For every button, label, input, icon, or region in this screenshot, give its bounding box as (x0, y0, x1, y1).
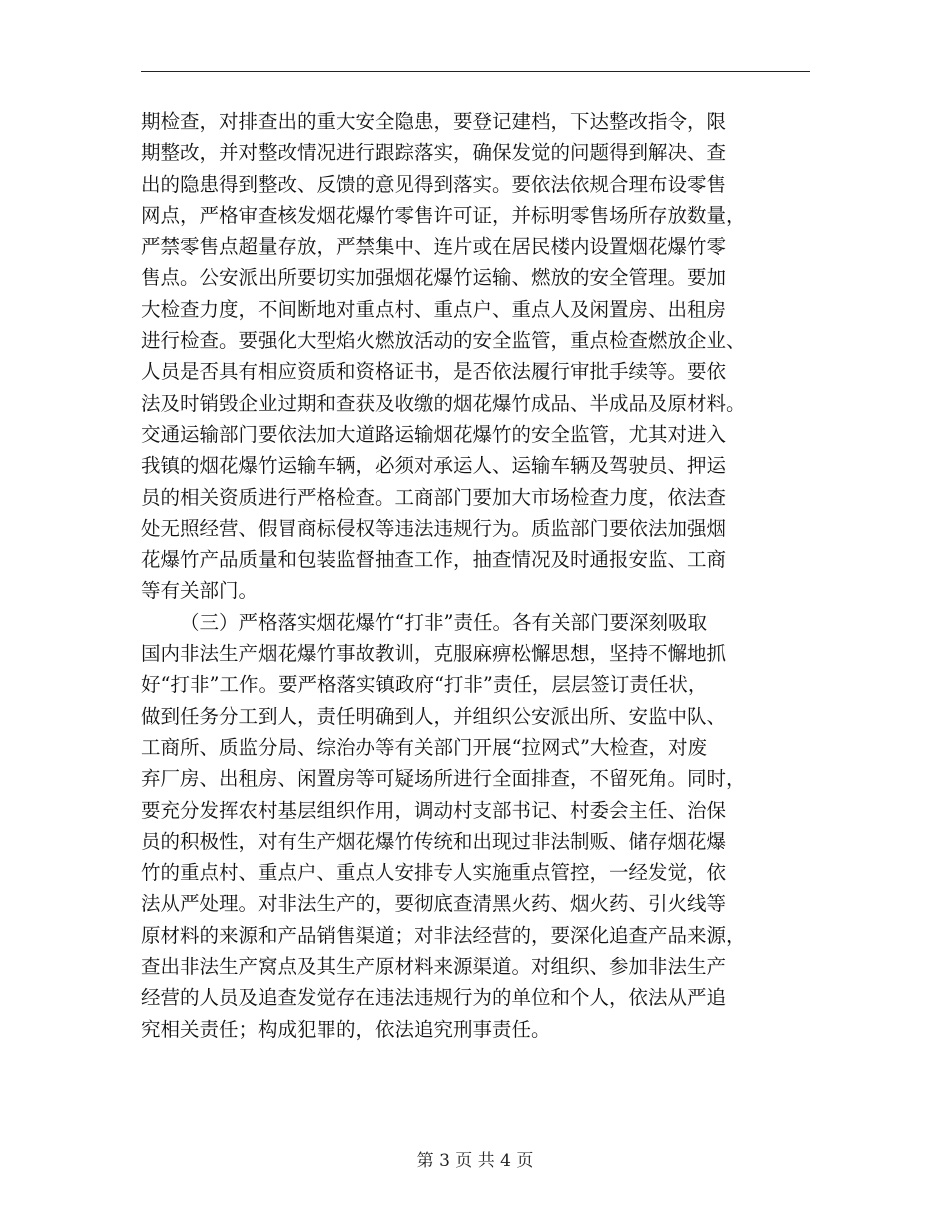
text-line: 竹的重点村、重点户、重点人安排专人实施重点管控，一经发觉，依 (141, 861, 727, 885)
text-line: 严禁零售点超量存放，严禁集中、连片或在居民楼内设置烟花爆竹零 (141, 235, 727, 259)
text-line: 查出非法生产窝点及其生产原材料来源渠道。对组织、参加非法生产 (141, 955, 727, 979)
text-line: 出的隐患得到整改、反馈的意见得到落实。要依法依规合理布设零售 (141, 172, 727, 196)
page-footer (0, 1150, 950, 1172)
text-line: 售点。公安派出所要切实加强烟花爆竹运输、燃放的安全管理。要加 (141, 266, 727, 290)
text-line: 进行检查。要强化大型焰火燃放活动的安全监管，重点检查燃放企业、 (141, 329, 746, 353)
text-line: 法从严处理。对非法生产的，要彻底查清黑火药、烟火药、引火线等 (141, 892, 727, 916)
text-line: 员的相关资质进行严格检查。工商部门要加大市场检查力度，依法查 (141, 485, 727, 509)
paragraph-2 (141, 607, 810, 1045)
text-line: 员的积极性，对有生产烟花爆竹传统和出现过非法制贩、储存烟花爆 (141, 829, 727, 853)
text-line: 等有关部门。 (141, 579, 259, 603)
text-line: 工商所、质监分局、综治办等有关部门开展“拉网式”大检查，对废 (141, 735, 707, 759)
text-line: 究相关责任；构成犯罪的，依法追究刑事责任。 (141, 1017, 551, 1041)
text-line: 人员是否具有相应资质和资格证书，是否依法履行审批手续等。要依 (141, 360, 727, 384)
document-body (141, 106, 810, 1045)
text-line: 处无照经营、假冒商标侵权等违法违规行为。质监部门要依法加强烟 (141, 516, 727, 540)
text-line: 大检查力度，不间断地对重点村、重点户、重点人及闲置房、出租房 (141, 297, 727, 321)
paragraph-1 (141, 106, 810, 607)
text-line: 期整改，并对整改情况进行跟踪落实，确保发觉的问题得到解决、查 (141, 141, 727, 165)
page-number-label: 第 3 页 共 4 页 (416, 1151, 534, 1171)
header-rule (141, 71, 810, 72)
text-line: 交通运输部门要依法加大道路运输烟花爆竹的安全监管，尤其对进入 (141, 422, 727, 446)
text-line: 国内非法生产烟花爆竹事故教训，克服麻痹松懈思想，坚持不懈地抓 (141, 642, 727, 666)
text-line: 弃厂房、出租房、闲置房等可疑场所进行全面排查，不留死角。同时， (141, 767, 746, 791)
text-line: （三）严格落实烟花爆竹“打非”责任。各有关部门要深刻吸取 (180, 610, 707, 634)
text-line: 网点，严格审查核发烟花爆竹零售许可证，并标明零售场所存放数量， (141, 203, 746, 227)
text-line: 法及时销毁企业过期和查获及收缴的烟花爆竹成品、半成品及原材料。 (141, 391, 746, 415)
text-line: 要充分发挥农村基层组织作用，调动村支部书记、村委会主任、治保 (141, 798, 727, 822)
text-line: 花爆竹产品质量和包装监督抽查工作，抽查情况及时通报安监、工商 (141, 548, 727, 572)
text-line: 好“打非”工作。要严格落实镇政府“打非”责任，层层签订责任状， (141, 673, 708, 697)
text-line: 经营的人员及追查发觉存在违法违规行为的单位和个人，依法从严追 (141, 986, 727, 1010)
text-line: 原材料的来源和产品销售渠道；对非法经营的，要深化追查产品来源， (141, 923, 746, 947)
text-line: 做到任务分工到人，责任明确到人，并组织公安派出所、安监中队、 (141, 704, 727, 728)
text-line: 我镇的烟花爆竹运输车辆，必须对承运人、运输车辆及驾驶员、押运 (141, 454, 727, 478)
text-line: 期检查，对排查出的重大安全隐患，要登记建档，下达整改指令，限 (141, 110, 727, 133)
